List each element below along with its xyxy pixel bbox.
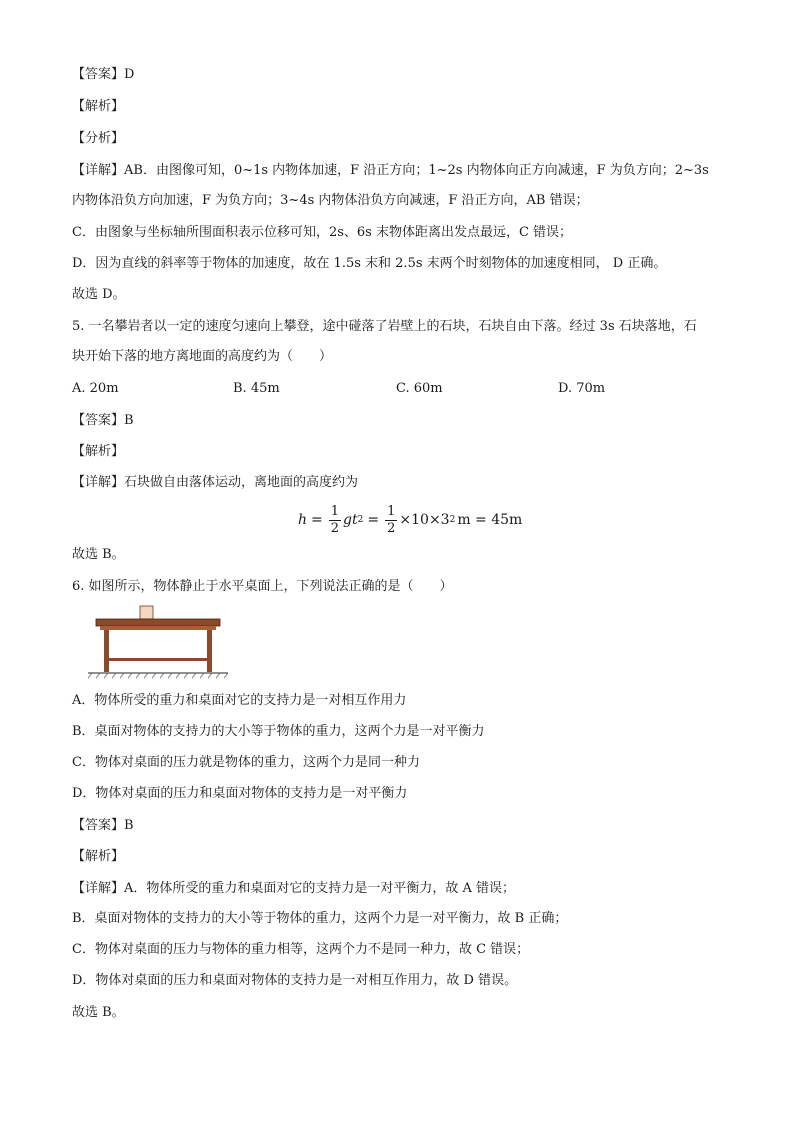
- table-stretcher: [109, 658, 207, 661]
- fenxi-label: 【分析】: [72, 131, 125, 146]
- answer-label: 【答案】B: [72, 818, 134, 833]
- option-a: A. 20m: [72, 381, 119, 396]
- analysis-label: 【解析】: [72, 99, 125, 114]
- option-a: A．物体所受的重力和桌面对它的支持力是一对相互作用力: [72, 693, 407, 708]
- formula-sup: 2: [357, 515, 364, 525]
- height-formula: [298, 500, 522, 540]
- formula-t: t: [352, 512, 358, 528]
- option-c: C. 60m: [396, 381, 443, 396]
- answer-label: 【答案】B: [72, 413, 134, 428]
- detail-line: C．物体对桌面的压力与物体的重力相等，这两个力不是同一种力，故 C 错误；: [72, 942, 530, 957]
- formula-eq: =: [311, 512, 323, 528]
- question-5-text: 块开始下落的地方离地面的高度约为（ ）: [72, 349, 333, 364]
- question-5-text: 5. 一名攀岩者以一定的速度匀速向上攀登，途中碰落了岩壁上的石块，石块自由下落。经过 3s 石块落地，石: [72, 319, 697, 334]
- option-b: B．桌面对物体的支持力的大小等于物体的重力，这两个力是一对平衡力: [72, 724, 485, 739]
- detail-line: B．桌面对物体的支持力的大小等于物体的重力，这两个力是一对平衡力，故 B 正确；: [72, 911, 568, 926]
- formula-g: g: [343, 512, 353, 528]
- detail-line: D．因为直线的斜率等于物体的加速度，故在 1.5s 末和 2.5s 末两个时刻物体的加速度相同， D 正确。: [72, 256, 667, 271]
- detail-line: 【详解】AB．由图像可知，0~1s 内物体加速，F 沿正方向；1~2s 内物体向正方向减速，F 为负方向；2~3s: [72, 163, 709, 178]
- formula-times: ×10×3: [399, 512, 450, 528]
- analysis-label: 【解析】: [72, 849, 125, 864]
- option-d: D. 70m: [558, 381, 606, 396]
- table-leg: [104, 630, 109, 672]
- table-top: [96, 619, 220, 626]
- detail-line: C．由图象与坐标轴所围面积表示位移可知，2s、6s 末物体距离出发点最远，C 错误；: [72, 225, 573, 240]
- table-apron: [100, 626, 216, 630]
- ground-hatch: [88, 673, 228, 678]
- formula-tail: m = 45m: [457, 512, 523, 528]
- formula-sup: 2: [449, 515, 456, 525]
- answer-label: 【答案】D: [72, 67, 135, 82]
- formula-lhs: h: [298, 512, 308, 528]
- fraction-half: $\frac{1}{2}$: [387, 503, 396, 536]
- block-object: [140, 606, 153, 619]
- conclusion-line: 故选 D。: [72, 287, 126, 302]
- detail-line: D．物体对桌面的压力和桌面对物体的支持力是一对相互作用力，故 D 错误。: [72, 973, 518, 988]
- formula-eq: =: [367, 512, 380, 528]
- option-c: C．物体对桌面的压力就是物体的重力，这两个力是同一种力: [72, 755, 420, 770]
- conclusion-line: 故选 B。: [72, 547, 125, 562]
- fraction-half: $\frac{1}{2}$: [330, 503, 340, 536]
- detail-line: 【详解】A．物体所受的重力和桌面对它的支持力是一对平衡力，故 A 错误；: [72, 881, 516, 896]
- table-leg: [207, 630, 212, 672]
- option-d: D．物体对桌面的压力和桌面对物体的支持力是一对平衡力: [72, 786, 408, 801]
- detail-line: 内物体沿负方向加速，F 为负方向；3~4s 内物体沿负方向减速，F 沿正方向，AB 错误；: [72, 193, 589, 208]
- question-6-text: 6. 如图所示，物体静止于水平桌面上，下列说法正确的是（ ）: [72, 579, 453, 594]
- detail-line: 【详解】石块做自由落体运动，离地面的高度约为: [72, 475, 359, 490]
- analysis-label: 【解析】: [72, 444, 125, 459]
- conclusion-line: 故选 B。: [72, 1005, 125, 1020]
- table-figure: [88, 604, 228, 680]
- option-b: B. 45m: [233, 381, 280, 396]
